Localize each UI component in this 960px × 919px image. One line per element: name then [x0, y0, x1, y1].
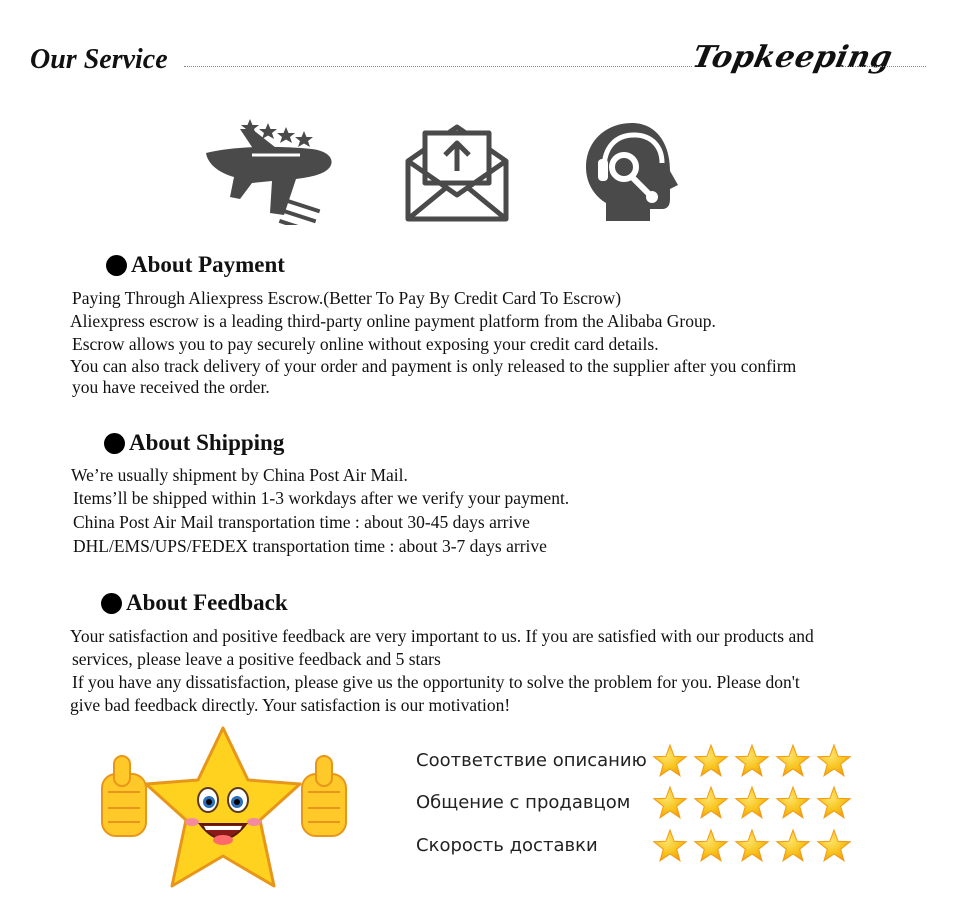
bullet-icon: [101, 593, 122, 614]
rating-stars: [652, 827, 857, 872]
star-icon: [695, 830, 727, 861]
star-icon: [736, 787, 768, 818]
star-group: [652, 827, 857, 867]
shipping-heading-text: About Shipping: [129, 430, 285, 455]
shipping-line: DHL/EMS/UPS/FEDEX transportation time : about 3-7 days arrive: [73, 536, 547, 556]
thumbs-up-left-icon: [102, 756, 146, 836]
header-dotted-divider-right: [840, 66, 926, 67]
star-icon: [818, 830, 850, 861]
shipping-line: We’re usually shipment by China Post Air Mail.: [71, 465, 408, 485]
payment-line: Escrow allows you to pay securely online without exposing your credit card details.: [72, 334, 659, 354]
star-icon: [736, 745, 768, 776]
star-icon: [777, 745, 809, 776]
star-icon: [654, 830, 686, 861]
brand-logo: Topkeeping: [689, 40, 896, 75]
star-icon: [695, 745, 727, 776]
feedback-line: Your satisfaction and positive feedback are very important to us. If you are satisfied with our products and: [70, 626, 814, 646]
shipping-heading: [104, 430, 284, 456]
feedback-heading: [101, 590, 288, 616]
payment-heading-text: About Payment: [131, 252, 285, 277]
payment-line: You can also track delivery of your order and payment is only released to the supplier after you confirm: [70, 356, 797, 376]
star-icon: [777, 830, 809, 861]
star-icon: [736, 830, 768, 861]
smiling-star-mascot-icon: [96, 726, 350, 890]
rating-row-communication: [416, 784, 876, 826]
shipping-line: China Post Air Mail transportation time : about 30-45 days arrive: [73, 512, 530, 532]
feedback-line: If you have any dissatisfaction, please give us the opportunity to solve the problem for you. Please don't: [72, 672, 800, 692]
payment-line: Aliexpress escrow is a leading third-party online payment platform from the Alibaba Group.: [70, 311, 716, 331]
header-dotted-divider-left: [184, 66, 692, 67]
rating-label: Соответствие описанию: [416, 750, 647, 771]
page-header: [0, 36, 960, 86]
airplane-stars-icon: [200, 115, 340, 225]
feedback-heading-text: About Feedback: [126, 590, 288, 615]
shipping-line: Items’ll be shipped within 1-3 workdays after we verify your payment.: [73, 488, 570, 508]
rating-label: Общение с продавцом: [416, 792, 631, 813]
payment-line: Paying Through Aliexpress Escrow.(Better To Pay By Credit Card To Escrow): [72, 288, 622, 308]
bullet-icon: [104, 433, 125, 454]
rating-stars: [652, 784, 857, 829]
thumbs-up-right-icon: [302, 756, 346, 836]
star-icon: [654, 745, 686, 776]
payment-heading: [106, 252, 285, 278]
customer-service-headset-icon: [582, 119, 682, 223]
star-icon: [654, 787, 686, 818]
bullet-icon: [106, 255, 127, 276]
rating-row-delivery-speed: [416, 827, 876, 869]
star-icon: [818, 745, 850, 776]
feedback-line: give bad feedback directly. Your satisfaction is our motivation!: [70, 695, 511, 715]
star-icon: [695, 787, 727, 818]
feedback-line: services, please leave a positive feedback and 5 stars: [72, 649, 441, 669]
rating-label: Скорость доставки: [416, 835, 598, 856]
envelope-upload-icon: [405, 119, 509, 223]
star-group: [652, 742, 857, 782]
service-icons: [0, 115, 960, 225]
page-title: Our Service: [30, 44, 168, 75]
rating-row-description: [416, 742, 876, 784]
star-icon: [818, 787, 850, 818]
star-group: [652, 784, 857, 824]
star-icon: [777, 787, 809, 818]
rating-stars: [652, 742, 857, 787]
seller-ratings: [416, 742, 876, 872]
payment-line: you have received the order.: [72, 377, 270, 397]
